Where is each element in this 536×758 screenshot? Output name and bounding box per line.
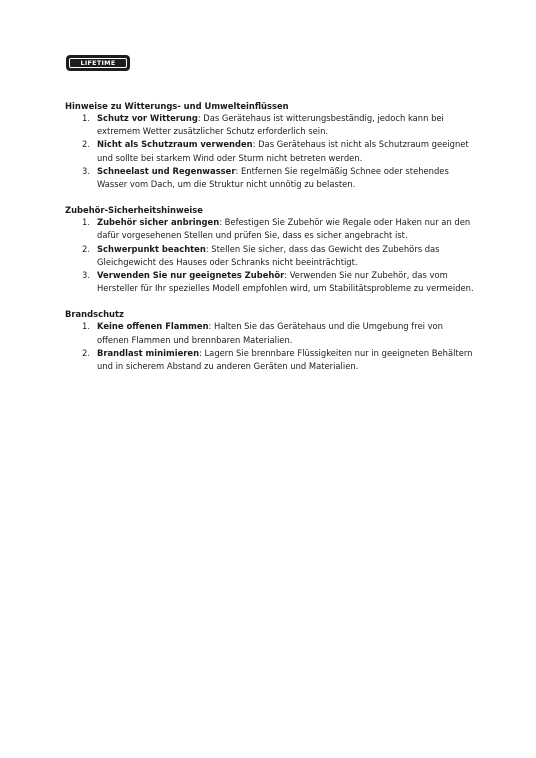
logo-text: LIFETIME <box>80 58 116 67</box>
item-number: 1. <box>82 321 90 332</box>
numbered-list <box>65 112 475 191</box>
document-body <box>65 100 475 386</box>
list-item <box>65 112 475 138</box>
item-text: : Das Gerätehaus ist witterungsbeständig, jedoch kann bei extremem Wetter zusätzlicher Schutz erforderlich sein. <box>97 113 444 137</box>
item-term: Nicht als Schutzraum verwenden <box>97 139 253 150</box>
item-text: : Halten Sie das Gerätehaus und die Umgebung frei von offenen Flammen und brennbaren Materialien. <box>97 321 443 345</box>
item-term: Brandlast minimieren <box>97 347 200 358</box>
section-title: Hinweise zu Witterungs- und Umwelteinflüssen <box>65 101 289 111</box>
numbered-list <box>65 320 475 373</box>
list-item <box>65 347 475 373</box>
item-number: 3. <box>82 270 90 281</box>
section-accessories <box>65 204 475 295</box>
item-term: Schutz vor Witterung <box>97 113 198 123</box>
section-fire-safety <box>65 308 475 373</box>
item-number: 3. <box>82 165 90 176</box>
section-title: Zubehör-Sicherheitshinweise <box>65 205 203 216</box>
item-term: Keine offenen Flammen <box>97 321 209 332</box>
item-text: : Lagern Sie brennbare Flüssigkeiten nur in geeigneten Behältern und in sicherem Abstand zu anderen Geräten und Materialien. <box>97 347 473 372</box>
item-term: Zubehör sicher anbringen <box>97 217 220 228</box>
item-text: : Das Gerätehaus ist nicht als Schutzraum geeignet und sollte bei starkem Wind oder Sturm nicht betreten werden. <box>97 139 469 163</box>
list-item <box>65 243 475 269</box>
item-text: : Befestigen Sie Zubehör wie Regale oder Haken nur an den dafür vorgesehenen Stellen und prüfen Sie, dass es sicher angebracht ist. <box>97 217 471 241</box>
item-number: 2. <box>82 139 90 150</box>
section-weather <box>65 100 475 191</box>
item-text: : Stellen Sie sicher, dass das Gewicht des Zubehörs das Gleichgewicht des Hauses oder Schranks nicht beeinträchtigt. <box>97 243 440 267</box>
item-term: Schneelast und Regenwasser <box>97 165 236 176</box>
section-title: Brandschutz <box>65 309 124 320</box>
item-text: : Verwenden Sie nur Zubehör, das vom Hersteller für Ihr spezielles Modell empfohlen wird, um Stabilitätsprobleme zu vermeiden. <box>97 270 474 294</box>
numbered-list <box>65 216 475 295</box>
lifetime-logo <box>67 56 129 70</box>
item-number: 1. <box>82 113 90 123</box>
list-item <box>65 320 475 346</box>
item-term: Verwenden Sie nur geeignetes Zubehör <box>97 270 285 281</box>
item-number: 1. <box>82 217 90 228</box>
list-item <box>65 269 475 295</box>
logo-border <box>69 58 127 68</box>
item-term: Schwerpunkt beachten <box>97 243 206 254</box>
item-number: 2. <box>82 243 90 254</box>
list-item <box>65 216 475 242</box>
list-item <box>65 165 475 191</box>
list-item <box>65 138 475 164</box>
item-number: 2. <box>82 347 90 358</box>
item-text: : Entfernen Sie regelmäßig Schnee oder stehendes Wasser vom Dach, um die Struktur nicht unnötig zu belasten. <box>97 165 449 190</box>
